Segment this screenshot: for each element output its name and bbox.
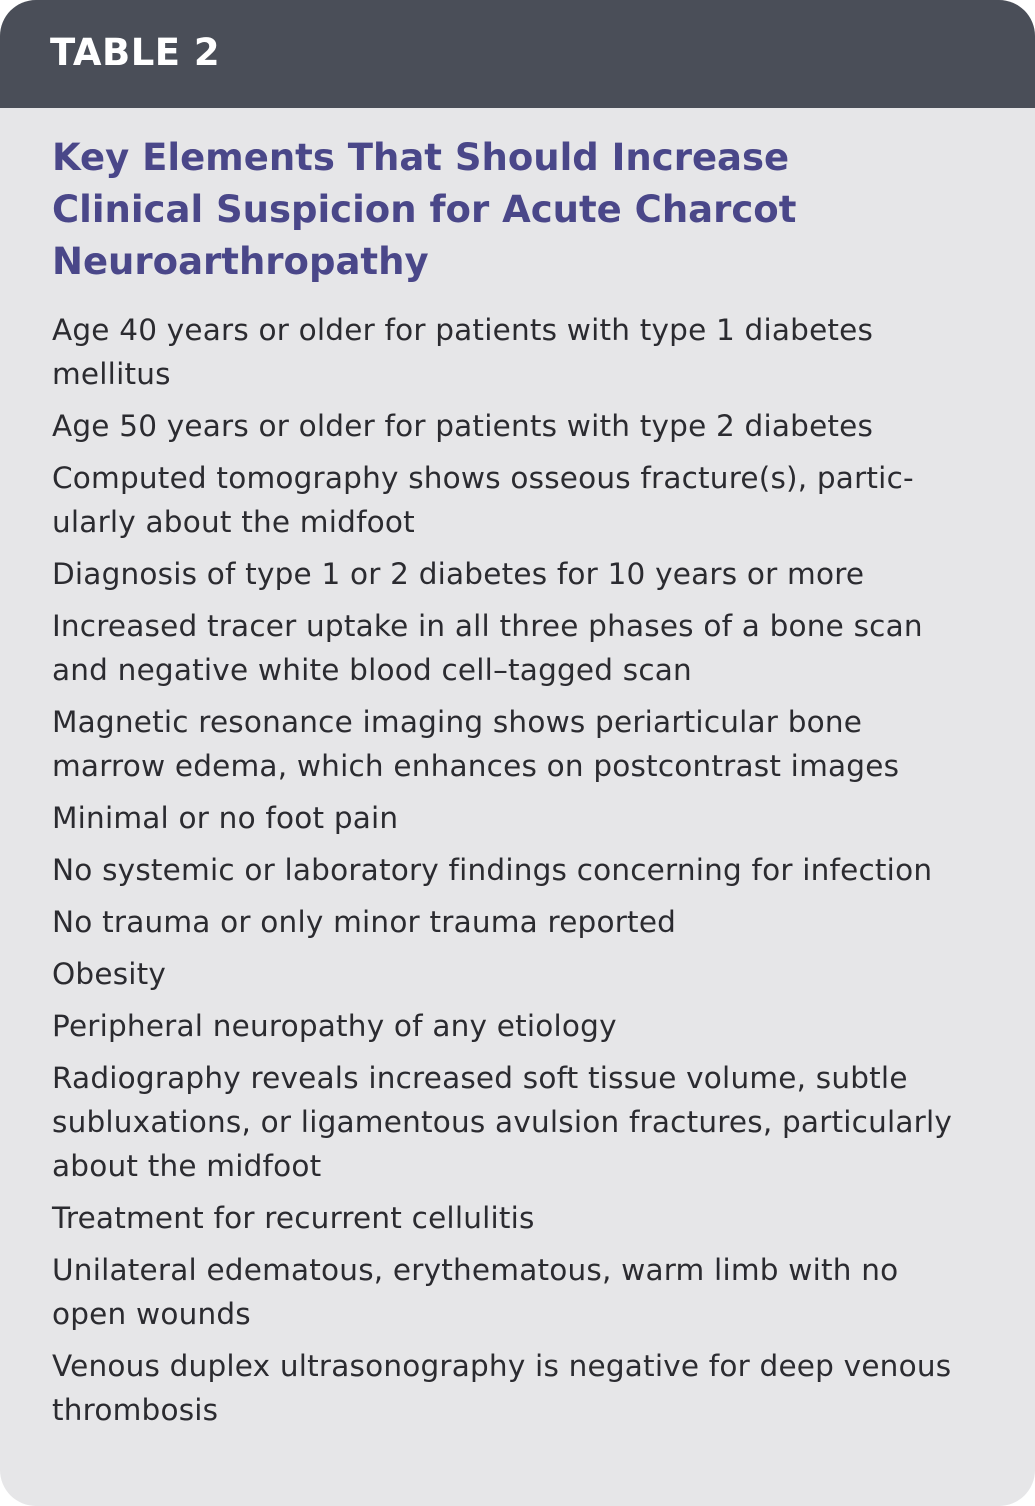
list-item: Peripheral neuropathy of any etiology	[52, 1009, 617, 1043]
list-item: Radiography reveals increased soft tissue volume, subtle subluxations, or ligamentous avulsion fractures, particularly about the midfoot	[52, 1061, 953, 1183]
list-item: Diagnosis of type 1 or 2 diabetes for 10 years or more	[52, 557, 865, 591]
list-item: Age 50 years or older for patients with type 2 diabetes	[52, 409, 874, 443]
list-item: Obesity	[52, 957, 167, 991]
list-item: Increased tracer uptake in all three phases of a bone scan and negative white blood cell–tagged scan	[52, 609, 923, 687]
list-item: No trauma or only minor trauma reported	[52, 905, 677, 939]
list-item: Unilateral edematous, erythematous, warm limb with no open wounds	[52, 1253, 899, 1331]
criteria-list	[52, 308, 1005, 1432]
table-header-bar	[0, 0, 1035, 108]
list-item: Computed tomography shows osseous fracture(s), particularly about the midfoot	[52, 461, 914, 539]
list-item: Venous duplex ultrasonography is negative for deep venous thrombosis	[52, 1349, 952, 1427]
table-label: TABLE 2	[50, 30, 221, 74]
list-item: Treatment for recurrent cellulitis	[52, 1201, 535, 1235]
list-item: Magnetic resonance imaging shows periarticular bone marrow edema, which enhances on postcontrast images	[52, 705, 900, 783]
table-body	[0, 108, 1035, 1432]
list-item: Age 40 years or older for patients with type 1 diabetes mellitus	[52, 313, 874, 391]
table-title: Key Elements That Should Increase Clinical Suspicion for Acute Charcot Neuroarthropathy	[52, 136, 797, 283]
list-item: No systemic or laboratory findings concerning for infection	[52, 853, 933, 887]
list-item: Minimal or no foot pain	[52, 801, 399, 835]
